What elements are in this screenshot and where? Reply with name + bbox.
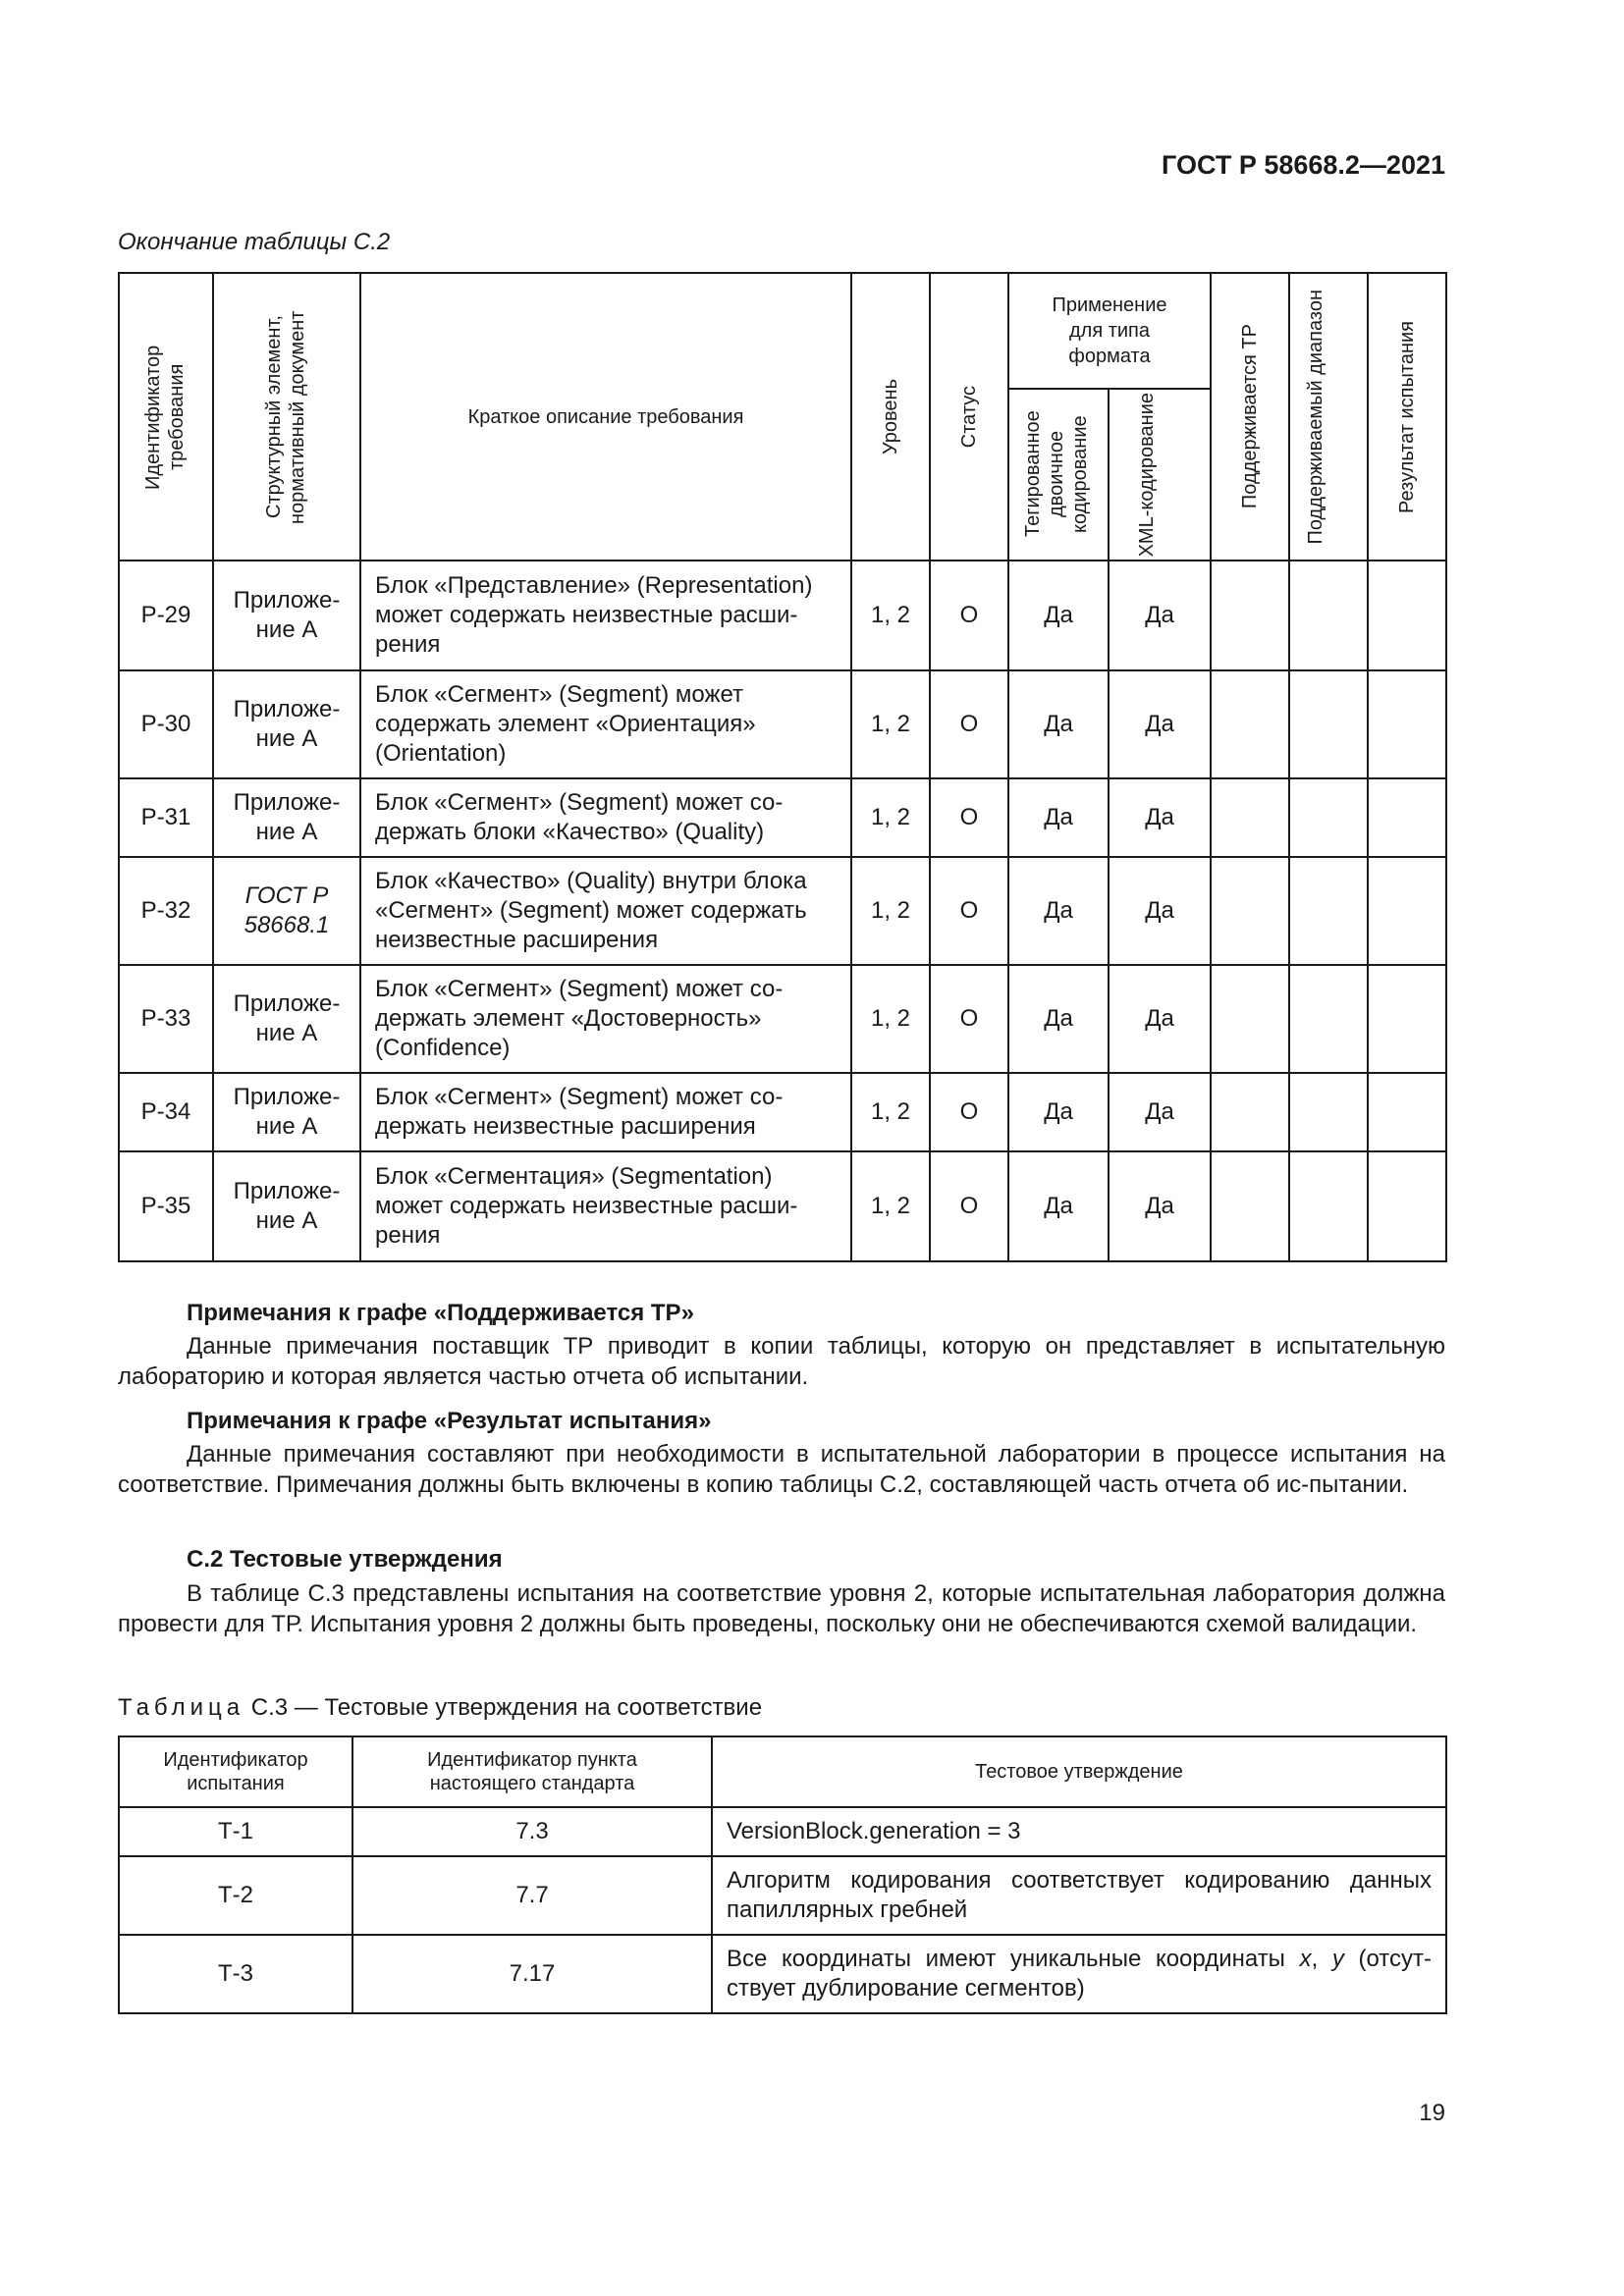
table-row: Р-34 Приложе-ние А Блок «Сегмент» (Segment) может со-держать неизвестные расширения 1, 2 О Да Да	[119, 1073, 1446, 1151]
header-level: Уровень	[851, 273, 930, 561]
standard-designation: ГОСТ Р 58668.2—2021	[1162, 150, 1445, 180]
header-assertion: Тестовое утверждение	[712, 1736, 1446, 1807]
header-application: Применение для типа формата	[1008, 273, 1211, 389]
table-row: Р-33 Приложе-ние А Блок «Сегмент» (Segment) может со-держать элемент «Достоверность» (Confidence) 1, 2 О Да Да	[119, 965, 1446, 1073]
table-row: Р-29 Приложе-ние А Блок «Представление» (Representation) может содержать неизвестные расши-рения 1, 2 О Да Да	[119, 561, 1446, 670]
header-test-id: Идентификатор испытания	[119, 1736, 352, 1807]
table-c3	[118, 1735, 1447, 2014]
header-id: Идентификатор требования	[119, 273, 213, 561]
notes-result-heading: Примечания к графе «Результат испытания»	[187, 1408, 712, 1434]
table-row: Р-31 Приложе-ние А Блок «Сегмент» (Segment) может со-держать блоки «Качество» (Quality) 1, 2 О Да Да	[119, 778, 1446, 857]
table-c3-caption: Таблица С.3 — Тестовые утверждения на соответствие	[118, 1694, 763, 1721]
table-row: Т-3 7.17 Все координаты имеют уникальные координаты x, y (отсут-ствует дублирование сегментов)	[119, 1935, 1446, 2013]
header-supported: Поддерживается ТР	[1211, 273, 1289, 561]
notes-tp-heading: Примечания к графе «Поддерживается ТР»	[187, 1300, 694, 1326]
header-tagged: Тегированное двоичное кодирование	[1008, 389, 1109, 561]
table-row: Р-32 ГОСТ Р 58668.1 Блок «Качество» (Quality) внутри блока «Сегмент» (Segment) может содержать неизвестные расширения 1, 2 О Да Да	[119, 857, 1446, 965]
table-row: Т-2 7.7 Алгоритм кодирования соответствует кодированию данных папиллярных гребней	[119, 1856, 1446, 1935]
section-heading: С.2 Тестовые утверждения	[187, 1546, 503, 1573]
header-xml: XML-кодирование	[1109, 389, 1211, 561]
table-row: Р-30 Приложе-ние А Блок «Сегмент» (Segment) может содержать элемент «Ориентация» (Orientation) 1, 2 О Да Да	[119, 670, 1446, 778]
header-status: Статус	[930, 273, 1008, 561]
table-row: Р-35 Приложе-ние А Блок «Сегментация» (Segmentation) может содержать неизвестные расши-рения 1, 2 О Да Да	[119, 1151, 1446, 1261]
table-row: Т-1 7.3 VersionBlock.generation = 3	[119, 1807, 1446, 1856]
notes-result-text: Данные примечания составляют при необходимости в испытательной лаборатории в процессе испытания на соответствие. Примечания должны быть включены в копию таблицы С.2, составляющей часть отчета об ис-пытании.	[118, 1441, 1445, 1498]
table-c2-caption: Окончание таблицы С.2	[118, 229, 391, 255]
table-c2	[118, 272, 1447, 1262]
section-text: В таблице С.3 представлены испытания на соответствие уровня 2, которые испытательная лаборатория должна провести для ТР. Испытания уровня 2 должны быть проведены, поскольку они не обеспечиваются схемой валидации.	[118, 1580, 1445, 1637]
notes-tp-text: Данные примечания поставщик ТР приводит в копии таблицы, которую он представляет в испытательную лабораторию и которая является частью отчета об испытании.	[118, 1333, 1445, 1390]
header-clause-id: Идентификатор пункта настоящего стандарта	[352, 1736, 712, 1807]
header-result: Результат испытания	[1368, 273, 1446, 561]
page-number: 19	[1419, 2100, 1445, 2126]
header-element: Структурный элемент, нормативный документ	[213, 273, 360, 561]
header-description: Краткое описание требования	[360, 273, 851, 561]
header-range: Поддерживаемый диапазон	[1289, 273, 1368, 561]
